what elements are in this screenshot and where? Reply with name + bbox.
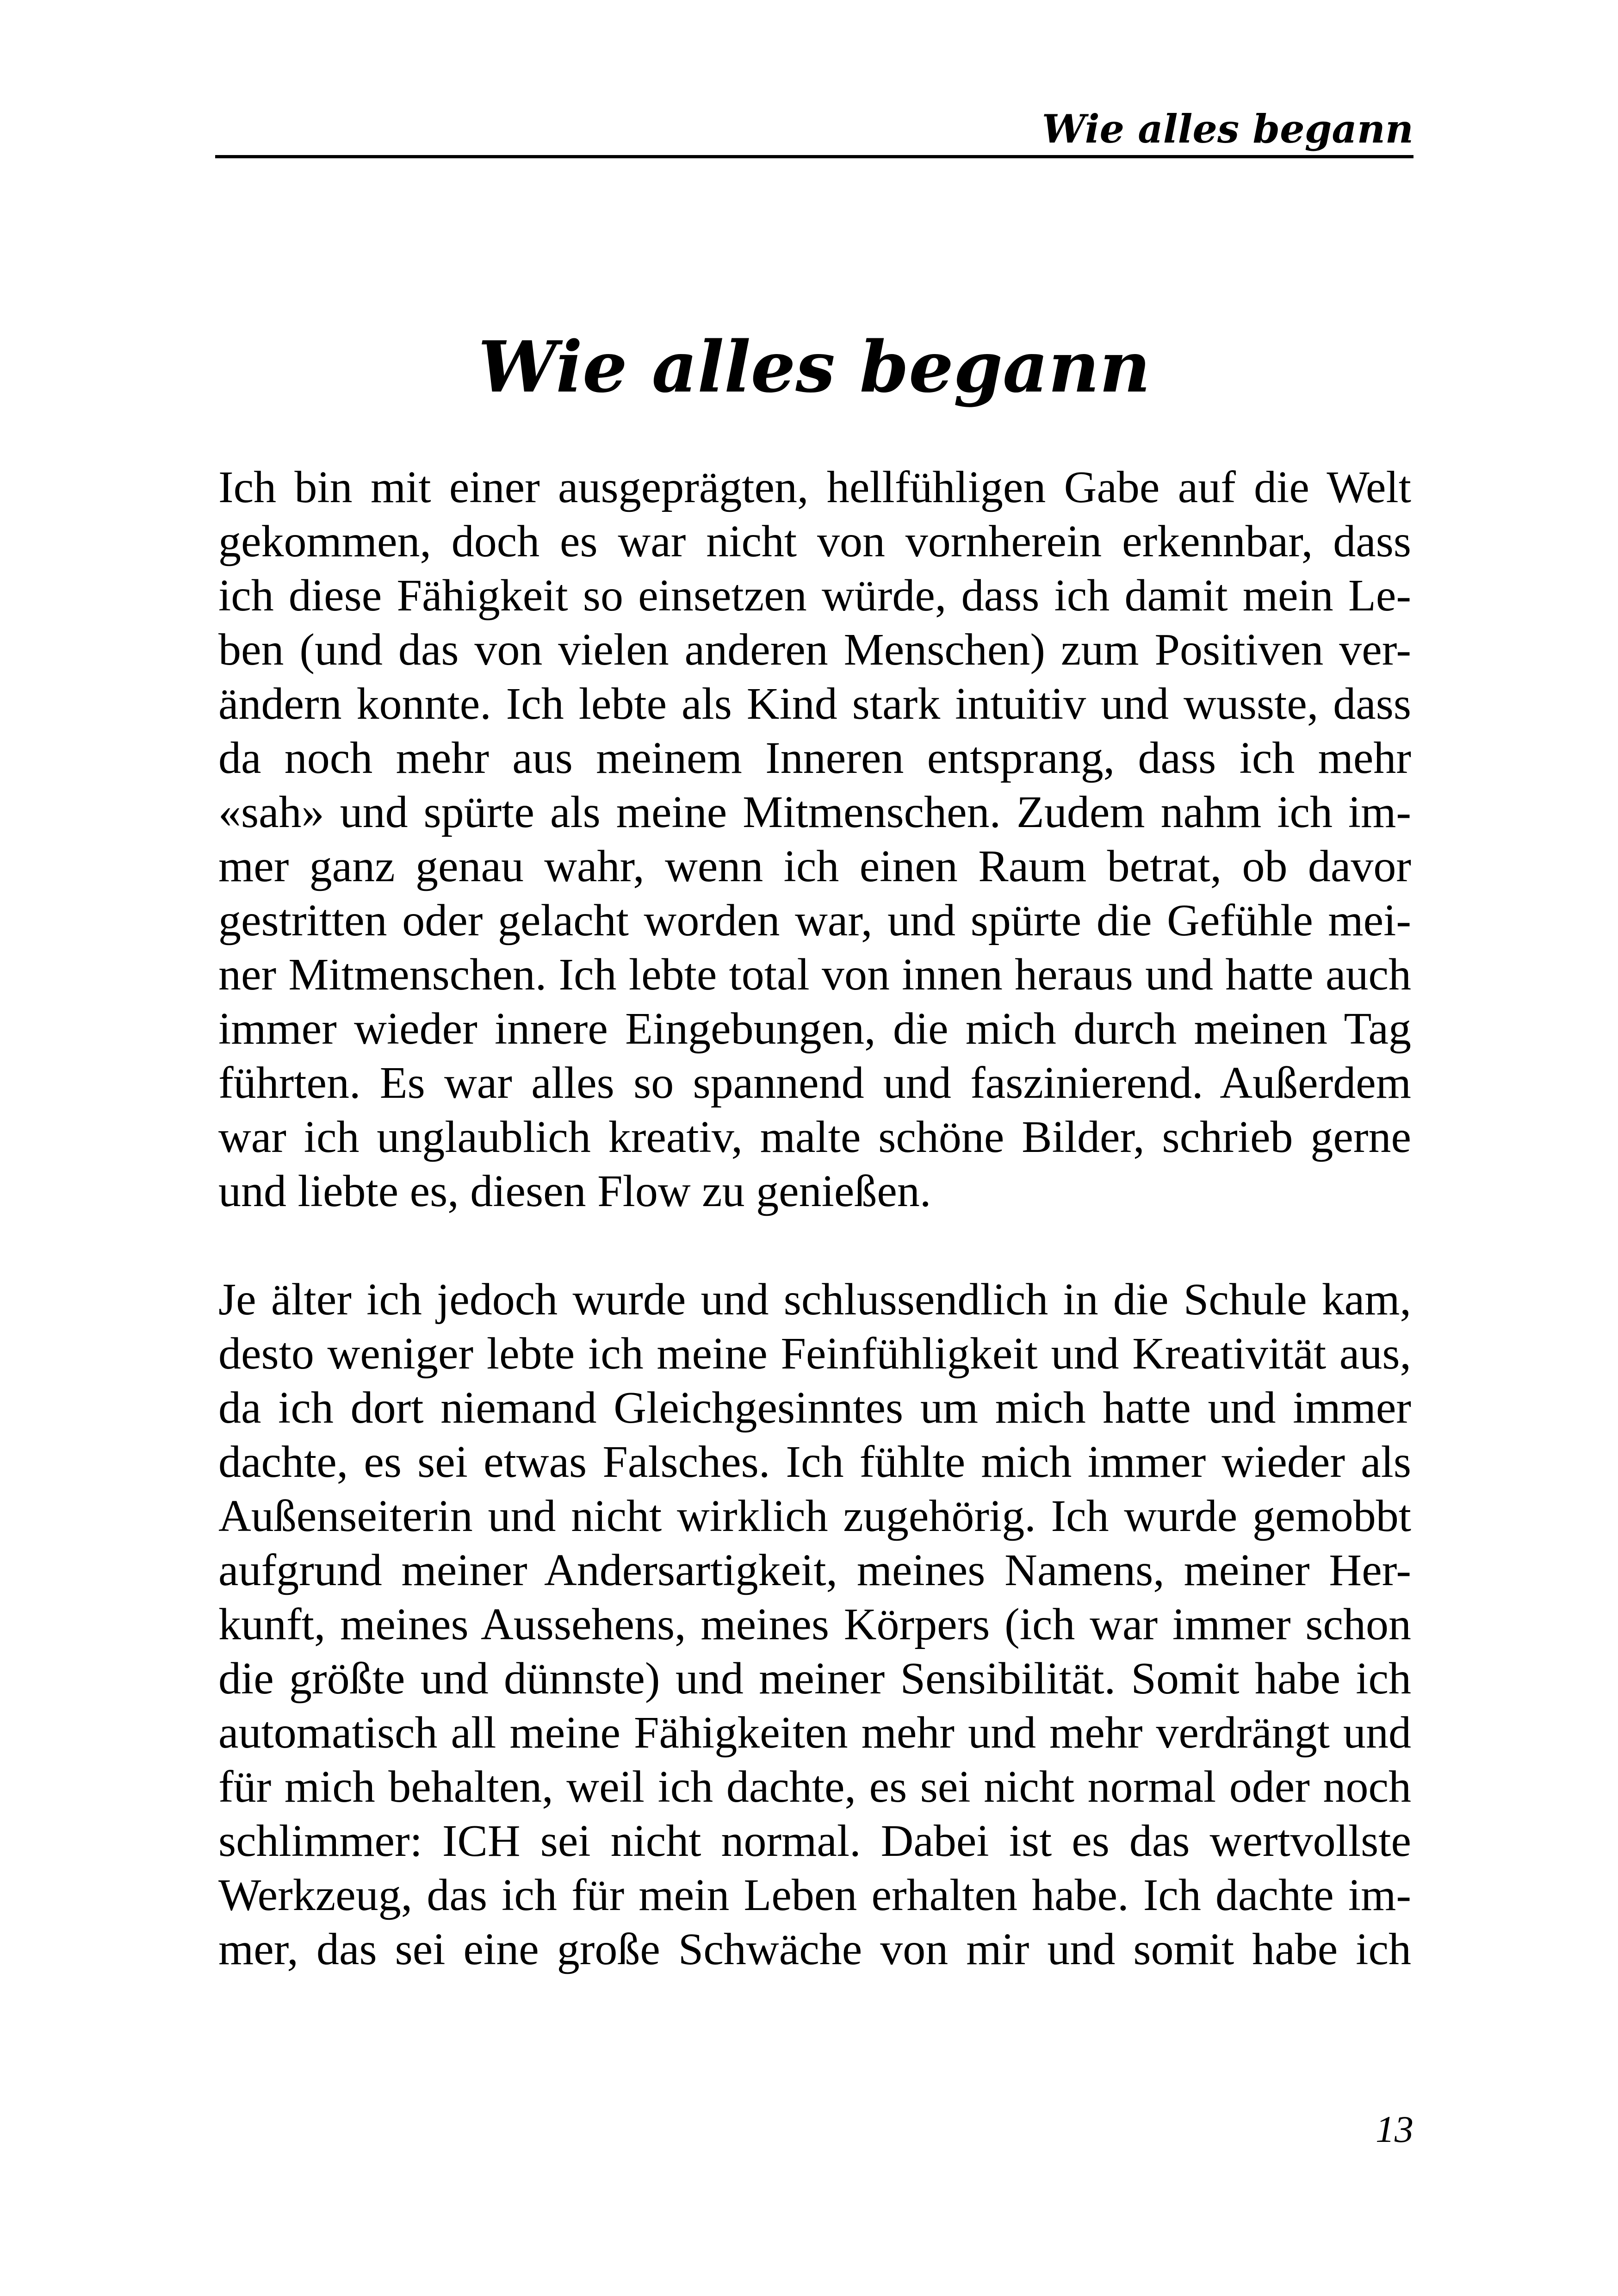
text-line: immer wieder innere Eingebungen, die mich durch meinen Tag (218, 1004, 1411, 1054)
running-head-title: Wie alles begann (1041, 106, 1413, 152)
text-line: ändern konnte. Ich lebte als Kind stark intuitiv und wusste, dass (218, 679, 1411, 729)
text-line: und liebte es, diesen Flow zu genießen. (218, 1166, 931, 1216)
text-line: die größte und dünnste) und meiner Sensibilität. Somit habe ich (218, 1654, 1411, 1704)
paragraph-2 (218, 1273, 1411, 1977)
text-line: führten. Es war alles so spannend und faszinierend. Außerdem (218, 1058, 1411, 1108)
text-line: ich diese Fähigkeit so einsetzen würde, dass ich damit mein Le- (218, 571, 1411, 621)
text-line: automatisch all meine Fähigkeiten mehr und mehr verdrängt und (218, 1708, 1411, 1758)
text-line: Außenseiterin und nicht wirklich zugehörig. Ich wurde gemobbt (218, 1491, 1411, 1541)
text-line: «sah» und spürte als meine Mitmenschen. Zudem nahm ich im- (218, 787, 1411, 837)
text-line: war ich unglaublich kreativ, malte schöne Bilder, schrieb gerne (218, 1112, 1411, 1162)
text-line: aufgrund meiner Andersartigkeit, meines Namens, meiner Her- (218, 1545, 1411, 1595)
paragraph-1 (218, 460, 1411, 1219)
text-line: gekommen, doch es war nicht von vornherein erkennbar, dass (218, 516, 1411, 566)
text-line: da ich dort niemand Gleichgesinntes um mich hatte und immer (218, 1383, 1411, 1433)
page-number: 13 (1376, 2108, 1413, 2150)
text-line: mer, das sei eine große Schwäche von mir und somit habe ich (218, 1924, 1411, 1974)
text-line: Je älter ich jedoch wurde und schlussendlich in die Schule kam, (218, 1275, 1411, 1325)
text-line: da noch mehr aus meinem Inneren entsprang, dass ich mehr (218, 733, 1411, 783)
text-line: ben (und das von vielen anderen Menschen) zum Positiven ver- (218, 625, 1411, 675)
text-line: dachte, es sei etwas Falsches. Ich fühlte mich immer wieder als (218, 1437, 1411, 1487)
text-line: schlimmer: ICH sei nicht normal. Dabei ist es das wertvollste (218, 1816, 1411, 1866)
text-line: mer ganz genau wahr, wenn ich einen Raum betrat, ob davor (218, 841, 1411, 891)
chapter-title: Wie alles begann (478, 325, 1151, 408)
text-line: gestritten oder gelacht worden war, und spürte die Gefühle mei- (218, 896, 1411, 946)
text-line: Werkzeug, das ich für mein Leben erhalten habe. Ich dachte im- (218, 1870, 1411, 1920)
text-line: Ich bin mit einer ausgeprägten, hellfühligen Gabe auf die Welt (218, 462, 1411, 512)
text-line: ner Mitmenschen. Ich lebte total von innen heraus und hatte auch (218, 950, 1411, 1000)
running-head (215, 100, 1413, 158)
text-line: für mich behalten, weil ich dachte, es sei nicht normal oder noch (218, 1762, 1411, 1812)
text-line: kunft, meines Aussehens, meines Körpers (ich war immer schon (218, 1599, 1411, 1649)
text-line: desto weniger lebte ich meine Feinfühligkeit und Kreativität aus, (218, 1329, 1411, 1379)
body-text (218, 460, 1411, 1977)
